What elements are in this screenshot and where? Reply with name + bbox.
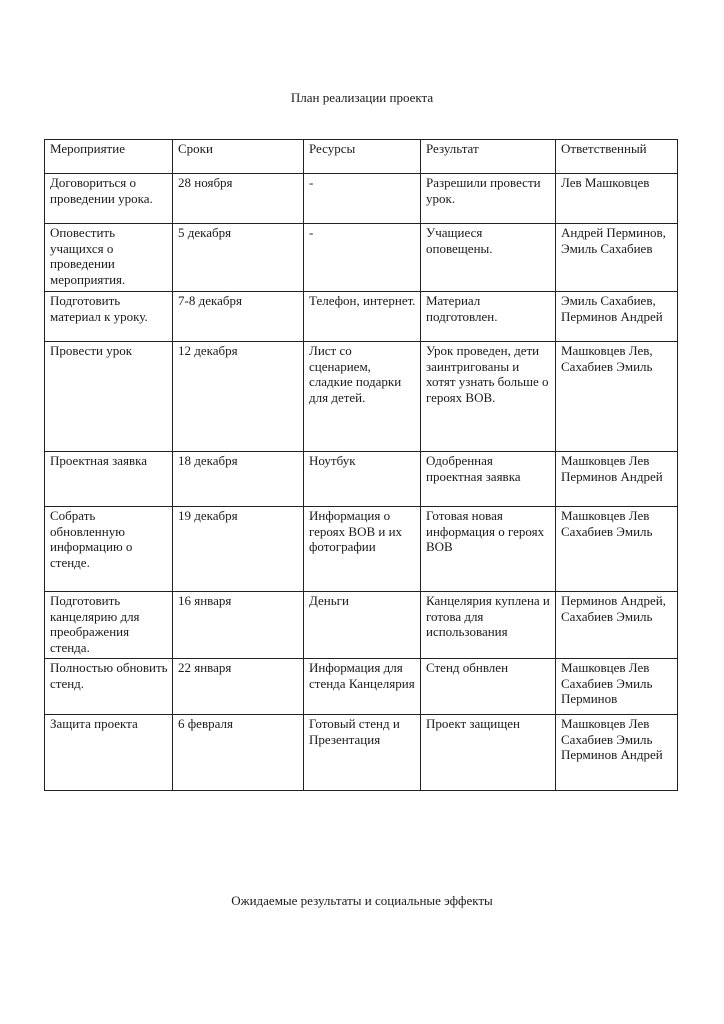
cell-responsible: Машковцев Лев Сахабиев Эмиль Перминов Андрей [556, 715, 678, 791]
cell-deadline: 22 января [173, 659, 304, 715]
cell-responsible: Андрей Перминов, Эмиль Сахабиев [556, 224, 678, 292]
cell-resources: Деньги [304, 592, 421, 659]
table-row [45, 174, 678, 224]
cell-result: Стенд обнвлен [421, 659, 556, 715]
cell-result: Канцелярия куплена и готова для использования [421, 592, 556, 659]
cell-resources: - [304, 224, 421, 292]
cell-deadline: 18 декабря [173, 452, 304, 507]
cell-deadline: 6 февраля [173, 715, 304, 791]
table-row [45, 452, 678, 507]
cell-resources: - [304, 174, 421, 224]
cell-event: Проектная заявка [45, 452, 173, 507]
cell-responsible: Машковцев Лев Сахабиев Эмиль Перминов [556, 659, 678, 715]
cell-resources: Готовый стенд и Презентация [304, 715, 421, 791]
cell-responsible: Машковцев Лев Сахабиев Эмиль [556, 507, 678, 592]
cell-event: Оповестить учащихся о проведении мероприятия. [45, 224, 173, 292]
cell-result: Готовая новая информация о героях ВОВ [421, 507, 556, 592]
header-responsible: Ответственный [556, 140, 678, 174]
cell-result: Учащиеся оповещены. [421, 224, 556, 292]
table-row [45, 292, 678, 342]
cell-event: Полностью обновить стенд. [45, 659, 173, 715]
cell-responsible: Машковцев Лев, Сахабиев Эмиль [556, 342, 678, 452]
cell-deadline: 12 декабря [173, 342, 304, 452]
cell-deadline: 7-8 декабря [173, 292, 304, 342]
cell-responsible: Перминов Андрей, Сахабиев Эмиль [556, 592, 678, 659]
cell-result: Проект защищен [421, 715, 556, 791]
table-row [45, 659, 678, 715]
cell-event: Защита проекта [45, 715, 173, 791]
table-header-row [45, 140, 678, 174]
cell-result: Урок проведен, дети заинтригованы и хотят узнать больше о героях ВОВ. [421, 342, 556, 452]
cell-deadline: 19 декабря [173, 507, 304, 592]
cell-event: Провести урок [45, 342, 173, 452]
cell-event: Собрать обновленную информацию о стенде. [45, 507, 173, 592]
header-deadline: Сроки [173, 140, 304, 174]
table-row [45, 507, 678, 592]
header-event: Мероприятие [45, 140, 173, 174]
cell-resources: Ноутбук [304, 452, 421, 507]
cell-responsible: Эмиль Сахабиев, Перминов Андрей [556, 292, 678, 342]
cell-resources: Лист со сценарием, сладкие подарки для детей. [304, 342, 421, 452]
header-resources: Ресурсы [304, 140, 421, 174]
cell-event: Договориться о проведении урока. [45, 174, 173, 224]
cell-result: Одобренная проектная заявка [421, 452, 556, 507]
table-row [45, 715, 678, 791]
cell-responsible: Машковцев Лев Перминов Андрей [556, 452, 678, 507]
cell-result: Разрешили провести урок. [421, 174, 556, 224]
header-result: Результат [421, 140, 556, 174]
table-row [45, 342, 678, 452]
cell-responsible: Лев Машковцев [556, 174, 678, 224]
table-row [45, 224, 678, 292]
cell-resources: Информация о героях ВОВ и их фотографии [304, 507, 421, 592]
cell-resources: Информация для стенда Канцелярия [304, 659, 421, 715]
cell-deadline: 16 января [173, 592, 304, 659]
page-title: План реализации проекта [290, 90, 434, 105]
cell-event: Подготовить канцелярию для преображения стенда. [45, 592, 173, 659]
cell-deadline: 5 декабря [173, 224, 304, 292]
cell-event: Подготовить материал к уроку. [45, 292, 173, 342]
project-plan-table [44, 139, 678, 791]
table-row [45, 592, 678, 659]
section-title-expected-results: Ожидаемые результаты и социальные эффекты [231, 893, 493, 908]
cell-resources: Телефон, интернет. [304, 292, 421, 342]
cell-result: Материал подготовлен. [421, 292, 556, 342]
cell-deadline: 28 ноября [173, 174, 304, 224]
